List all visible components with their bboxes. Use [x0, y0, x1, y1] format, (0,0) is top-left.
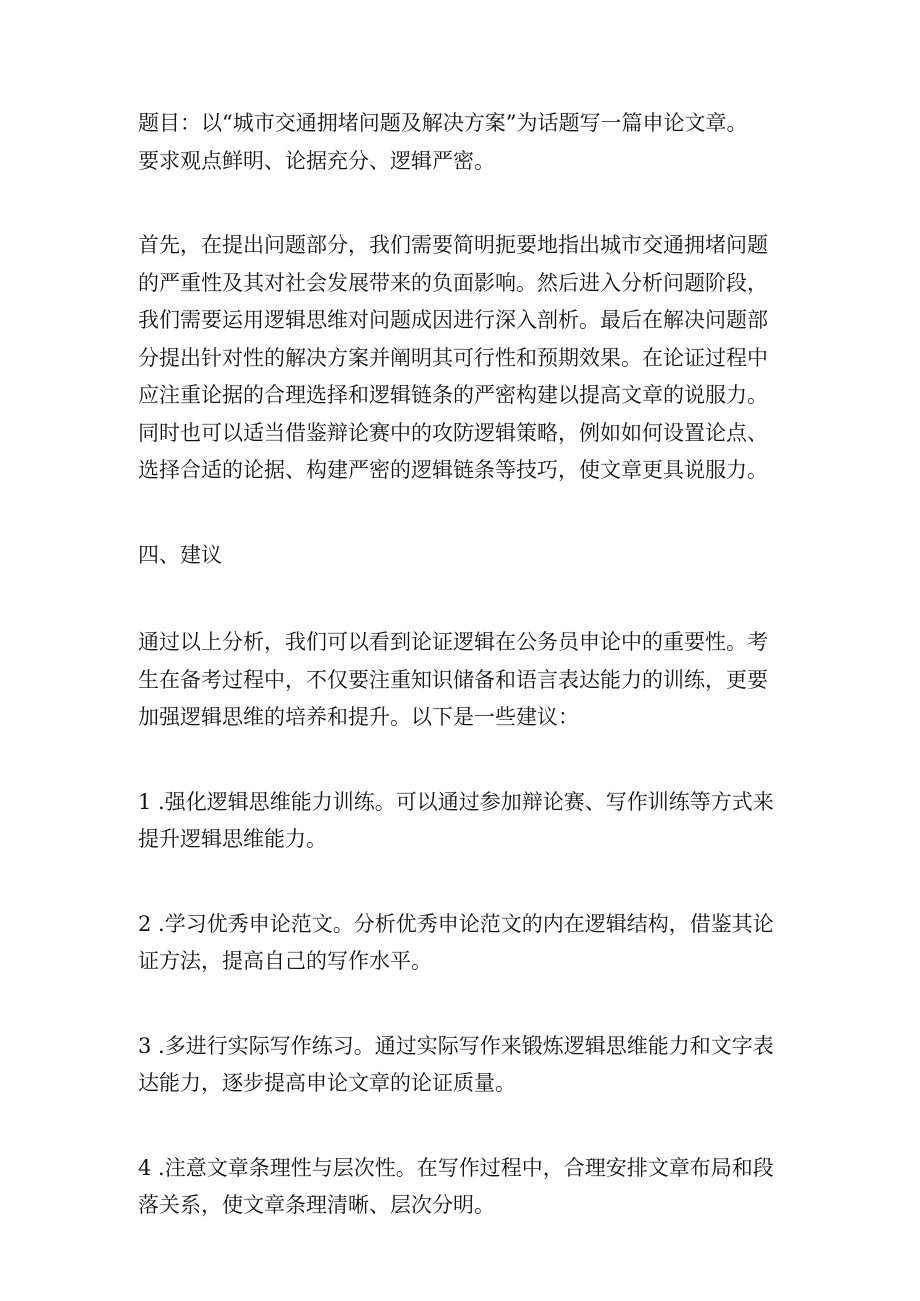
summary-paragraph: [138, 624, 794, 737]
suggestion-item-2: [138, 906, 794, 981]
text-line: 的严重性及其对社会发展带来的负面影响。然后进入分析问题阶段，: [138, 270, 768, 295]
text-line: 落关系，使文章条理清晰、层次分明。: [138, 1193, 495, 1217]
text-line: 应注重论据的合理选择和逻辑链条的严密构建以提高文章的说服力。: [138, 383, 768, 407]
section-heading: [138, 537, 794, 575]
heading-line: 四、建议: [138, 542, 222, 567]
text-line: 通过以上分析，我们可以看到论证逻辑在公务员申论中的重要性。考: [138, 630, 768, 654]
text-line: 题目：以“城市交通拥堵问题及解决方案”为话题写一篇申论文章。: [138, 111, 748, 135]
text-line: 提升逻辑思维能力。: [138, 827, 327, 851]
text-line: 我们需要运用逻辑思维对问题成因进行深入剖析。最后在解决问题部: [138, 308, 768, 332]
method-paragraph: [138, 227, 794, 490]
text-line: 选择合适的论据、构建严密的逻辑链条等技巧，使文章更具说服力。: [138, 458, 768, 482]
text-line: 同时也可以适当借鉴辩论赛中的攻防逻辑策略，例如如何设置论点、: [138, 420, 768, 445]
text-line: 生在备考过程中，不仅要注重知识储备和语言表达能力的训练，更要: [138, 667, 768, 692]
text-line: 达能力，逐步提高申论文章的论证质量。: [138, 1071, 516, 1095]
suggestion-item-4: [138, 1150, 794, 1225]
topic-paragraph: [138, 105, 794, 180]
suggestion-item-3: [138, 1028, 794, 1103]
text-line: 证方法，提高自己的写作水平。: [138, 949, 432, 973]
suggestion-item-1: [138, 784, 794, 859]
text-line: 4 .注意文章条理性与层次性。在写作过程中，合理安排文章布局和段: [138, 1155, 774, 1180]
text-line: 3 .多进行实际写作练习。通过实际写作来锻炼逻辑思维能力和文字表: [138, 1033, 774, 1058]
text-line: 首先，在提出问题部分，我们需要简明扼要地指出城市交通拥堵问题: [138, 233, 768, 257]
text-line: 1 .强化逻辑思维能力训练。可以通过参加辩论赛、写作训练等方式来: [138, 789, 774, 814]
text-line: 加强逻辑思维的培养和提升。以下是一些建议：: [138, 705, 579, 729]
text-line: 分提出针对性的解决方案并阐明其可行性和预期效果。在论证过程中: [138, 345, 768, 370]
text-line: 要求观点鲜明、论据充分、逻辑严密。: [138, 148, 495, 173]
text-line: 2 .学习优秀申论范文。分析优秀申论范文的内在逻辑结构，借鉴其论: [138, 911, 774, 936]
